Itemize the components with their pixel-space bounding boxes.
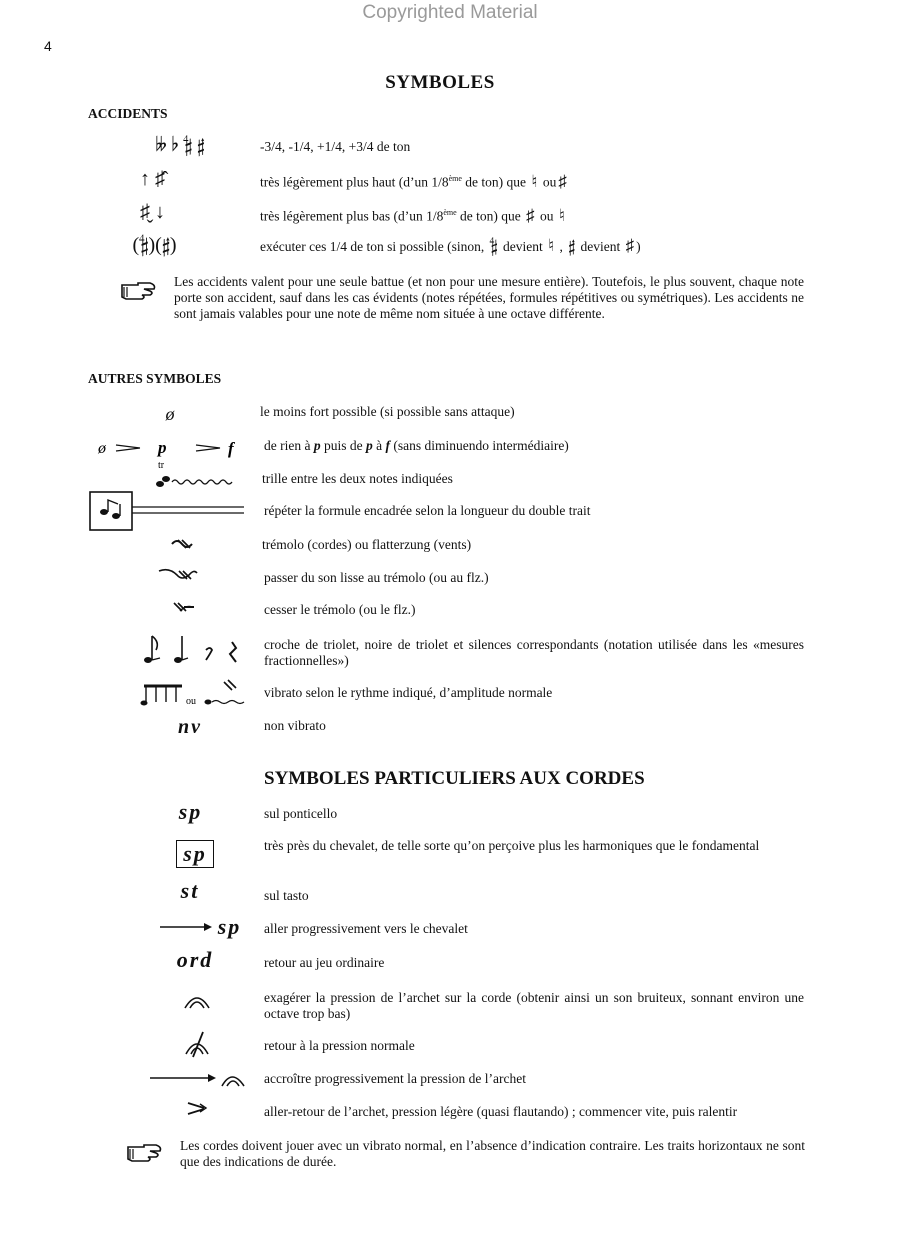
cordes-row-4-text: aller progressivement vers le chevalet (264, 921, 468, 936)
page-number: 4 (44, 38, 52, 54)
sul-tasto-symbol: st (180, 878, 200, 903)
section-heading-autres: AUTRES SYMBOLES (88, 371, 222, 386)
or-label: ou (186, 696, 196, 707)
stop-tremolo-symbol (168, 597, 198, 617)
row3-after: de ton) que (456, 208, 521, 224)
to-ponticello-symbol (148, 912, 253, 942)
increase-pressure-icon (148, 1066, 248, 1088)
cordes-row-7-text: retour à la pression normale (264, 1038, 415, 1053)
row-text-part: de rien à (264, 438, 314, 453)
accidents-row-4-text (260, 238, 641, 255)
natural-icon: ♮ (558, 205, 565, 225)
row2-before: très légèrement plus haut (d’un 1/8 (260, 174, 449, 190)
autres-row-4-text: répéter la formule encadrée selon la longueur du double trait (264, 503, 591, 518)
dynamic-p: p (313, 438, 321, 453)
copyright-watermark: Copyrighted Material (362, 2, 538, 23)
vibrato-rhythm-symbol (140, 676, 250, 708)
natural-icon: ♮ (548, 236, 555, 255)
row-text-part: puis de (320, 438, 366, 453)
row-text-part: (sans diminuendo intermédiaire) (389, 438, 569, 453)
quarter-tone-accidentals-symbol: 𝄫 ♭ 𝄲 𝄰 (155, 135, 205, 156)
tremolo-symbol (168, 534, 198, 554)
normal-pressure-icon (183, 1030, 211, 1058)
row2-after: de ton) que (461, 174, 527, 190)
row4-mid2: devient (580, 239, 621, 254)
row3-joiner: ou (540, 208, 554, 224)
section-heading-accidents: ACCIDENTS (88, 106, 168, 121)
section-heading-cordes: SYMBOLES PARTICULIERS AUX CORDES (264, 768, 645, 789)
boxed-sp-symbol (172, 838, 218, 870)
cordes-row-8-text: accroître progressivement la pression de l’archet (264, 1071, 527, 1086)
quarter-sharp-icon: 𝄲 (489, 236, 498, 255)
autres-row-5-text: trémolo (cordes) ou flatterzung (vents) (262, 537, 472, 552)
row2-joiner: ou (542, 174, 557, 190)
autres-row-7-text: cesser le trémolo (ou le flz.) (264, 602, 416, 617)
repeat-box-symbol (88, 490, 248, 532)
cordes-row-2-text: très près du chevalet, de telle sorte qu’on perçoive plus les harmoniques que le fondamental (264, 838, 760, 853)
page-title: SYMBOLES (385, 72, 495, 93)
pointing-hand-icon (120, 281, 158, 301)
sharp-icon: ♯ (625, 236, 635, 255)
cordes-row-6-text: exagérer la pression de l’archet sur la corde (obtenir ainsi un son bruiteux, sonnant environ une octave trop bas) (264, 990, 804, 1021)
row-text-part: à (372, 438, 386, 453)
row4-close: ) (636, 239, 641, 254)
sharp-icon: ♯ (526, 205, 535, 225)
accidents-note: Les accidents valent pour une seule battue (et non pour une mesure entière). Toutefois, le plus souvent, chaque note porte son accident, sauf dans les cas évidents (notes répétées, formules répétitives ou symétriques). Les accidents ne sont jamais valables pour une note de même nom située à une octave différente. (174, 274, 804, 321)
optional-quarter-tones-symbol: (𝄲)(𝄰) (132, 233, 177, 256)
autres-row-9-text: vibrato selon le rythme indiqué, d’amplitude normale (264, 685, 553, 700)
to-tremolo-symbol (155, 563, 200, 587)
autres-row-2-text (264, 438, 569, 454)
autres-row-10-text: non vibrato (264, 718, 326, 733)
row4-sep: , (559, 239, 563, 254)
sharp-icon: ♯ (558, 171, 567, 191)
arrow-sp-label: sp (217, 914, 242, 939)
cordes-row-3-text: sul tasto (264, 888, 309, 903)
pointing-hand-icon (126, 1143, 164, 1163)
trill-symbol (150, 458, 245, 492)
back-and-forth-bow-icon (184, 1098, 210, 1120)
svg-text:f: f (228, 439, 234, 458)
three-quarter-sharp-icon: 𝄰 (568, 236, 576, 255)
bow-pressure-icon (182, 990, 212, 1010)
cordes-row-5-text: retour au jeu ordinaire (264, 955, 385, 970)
trill-label: tr (158, 460, 165, 471)
autres-row-6-text: passer du son lisse au trémolo (ou au flz.) (264, 570, 489, 585)
triplet-notes-symbol (140, 632, 245, 668)
cordes-note: Les cordes doivent jouer avec un vibrato normal, en l’absence d’indication contraire. Les traits horizontaux ne sont que des indications de durée. (180, 1138, 805, 1169)
row4-before: exécuter ces 1/4 de ton si possible (sinon, (260, 239, 485, 254)
boxed-sp-label: sp (176, 840, 214, 868)
sul-ponticello-symbol: sp (178, 799, 203, 824)
eighth-tone-up-symbol: ↑ ♯̂ (140, 167, 165, 190)
autres-row-3-text: trille entre les deux notes indiquées (262, 471, 453, 486)
dynamic-f: f (385, 438, 390, 453)
accidents-row-2-text (260, 171, 569, 191)
cordes-row-9-text: aller-retour de l’archet, pression légère (quasi flautando) ; commencer vite, puis ralentir (264, 1104, 738, 1119)
svg-text:p: p (158, 438, 167, 457)
svg-text:ø: ø (98, 440, 106, 457)
non-vibrato-symbol: nv (178, 715, 202, 738)
autres-row-8-text: croche de triolet, noire de triolet et silences correspondants (notation utilisée dans les «mesures fractionnelles») (264, 637, 804, 668)
row4-mid: devient (502, 239, 543, 254)
accidents-row-1-text: -3/4, -1/4, +1/4, +3/4 de ton (260, 139, 411, 154)
natural-icon: ♮ (531, 171, 538, 191)
row3-before: très légèrement plus bas (d’un 1/8 (260, 208, 444, 224)
accidents-row-3-text (260, 205, 567, 225)
cordes-row-1-text: sul ponticello (264, 806, 338, 821)
dynamic-p: p (365, 438, 373, 453)
autres-row-1-text: le moins fort possible (si possible sans attaque) (260, 404, 515, 419)
row2-sup: ème (448, 174, 462, 183)
niente-symbol: ø (165, 403, 175, 424)
niente-crescendo-symbol (96, 436, 246, 460)
row3-sup: ème (443, 208, 457, 217)
eighth-tone-down-symbol: ♯̬ ↓ (140, 200, 165, 223)
ordinario-symbol: ord (176, 947, 214, 972)
